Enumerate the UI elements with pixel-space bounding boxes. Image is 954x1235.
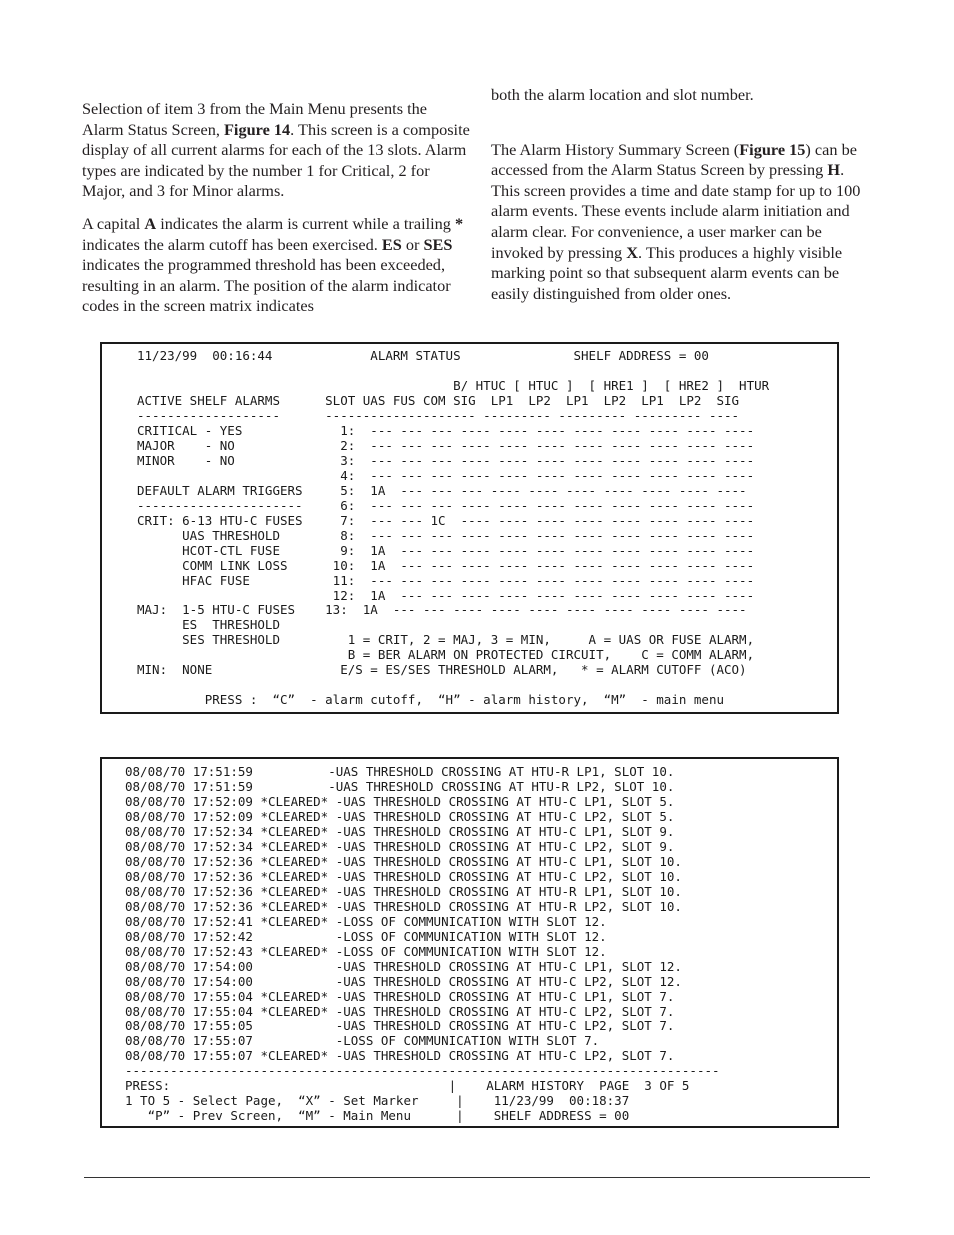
text-run: or: [401, 234, 424, 254]
figure-14-reference: Figure 14: [223, 119, 291, 139]
text-run: . This screen provides a time and date stamp for up to 100 alarm events. These events include alarm initiation and alarm clear. For convenience, a user marker can be invoked by pressing: [491, 160, 861, 262]
alarm-status-description: [82, 99, 470, 202]
alarm-history-screen-figure: [100, 757, 839, 1128]
text-run: Selection of item 3 from the Main Menu presents the Alarm Status Screen,: [82, 99, 427, 139]
bold-term: *: [455, 213, 464, 233]
alarm-status-screen-figure: [100, 342, 839, 714]
text-run: ) can be accessed from the Alarm Status Screen by pressing: [491, 139, 857, 180]
bold-term: ES: [381, 234, 402, 254]
right-text-column: [491, 85, 871, 304]
bold-term: H: [827, 160, 841, 180]
bold-term: A: [144, 213, 157, 233]
alarm-location-continuation: both the alarm location and slot number.: [491, 85, 754, 104]
text-run: . This produces a highly visible marking point so that subsequent alarm events can be easily distinguished from older ones.: [491, 242, 843, 303]
bold-term: X: [626, 242, 638, 262]
bold-term: SES: [423, 234, 453, 254]
figure-15-reference: Figure 15: [739, 139, 806, 159]
footer-rule: [84, 1177, 870, 1178]
alarm-history-screen-text: 08/08/70 17:51:59 -UAS THRESHOLD CROSSING AT HTU-R LP1, SLOT 10. 08/08/70 17:51:59 -UAS THRESHOLD CROSSING AT HTU-R LP2, SLOT 10. 08/08/70 17:52:09 *CLEARED* -UAS THRESHOLD CROSSING AT HTU-C LP1, SLOT 5. 08/08/70 17:52:09 *CLEARED* -UAS THRESHOLD CROSSING AT HTU-C LP2, SLOT 5. 08/08/70 17:52:34 *CLEARED* -UAS THRESHOLD CROSSING AT HTU-C LP1, SLOT 9. 08/08/70 17:52:34 *CLEARED* -UAS THRESHOLD CROSSING AT HTU-C LP2, SLOT 9. 08/08/70 17:52:36 *CLEARED* -UAS THRESHOLD CROSSING AT HTU-C LP1, SLOT 10. 08/08/70 17:52:36 *CLEARED* -UAS THRESHOLD CROSSING AT HTU-C LP2, SLOT 10. 08/08/70 17:52:36 *CLEARED* -UAS THRESHOLD CROSSING AT HTU-R LP1, SLOT 10. 08/08/70 17:52:36 *CLEARED* -UAS THRESHOLD CROSSING AT HTU-R LP2, SLOT 10. 08/08/70 17:52:41 *CLEARED* -LOSS OF COMMUNICATION WITH SLOT 12. 08/08/70 17:52:42 -LOSS OF COMMUNICATION WITH SLOT 12. 08/08/70 17:52:43 *CLEARED* -LOSS OF COMMUNICATION WITH SLOT 12. 08/08/70 17:54:00 -UAS THRESHOLD CROSSING AT HTU-C LP1, SLOT 12. 08/08/70 17:54:00 -UAS THRESHOLD CROSSING AT HTU-C LP2, SLOT 12. 08/08/70 17:55:04 *CLEARED* -UAS THRESHOLD CROSSING AT HTU-C LP1, SLOT 7. 08/08/70 17:55:04 *CLEARED* -UAS THRESHOLD CROSSING AT HTU-C LP2, SLOT 7. 08/08/70 17:55:05 -UAS THRESHOLD CROSSING AT HTU-C LP2, SLOT 7. 08/08/70 17:55:07 -LOSS OF COMMUNICATION WITH SLOT 7. 08/08/70 17:55:07 *CLEARED* -UAS THRESHOLD CROSSING AT HTU-C LP2, SLOT 7. ------------------------------------------------------------------------------- PRESS: | ALARM HISTORY PAGE 3 OF 5 1 TO 5 - Select Page, “X” - Set Marker | 11/23/99 00:18:37 “P” - Prev Screen, “M” - Main Menu | SHELF ADDRESS = 00: [125, 764, 720, 1124]
text-run: . This screen is a composite display of all current alarms for each of the 13 slots. Alarm types are indicated by the number 1 for Critical, 2 for Major, and 3 for Minor alarms.: [82, 119, 470, 201]
text-run: indicates the programmed threshold has been exceeded, resulting in an alarm. The position of the alarm indicator codes in the screen matrix indicates: [82, 255, 451, 316]
text-run: The Alarm History Summary Screen (: [491, 139, 740, 159]
left-text-column: [82, 99, 470, 317]
text-run: indicates the alarm is current while a trailing: [156, 213, 455, 233]
alarm-indicator-description: [82, 214, 470, 317]
alarm-history-description: [491, 140, 871, 305]
text-run: indicates the alarm cutoff has been exercised.: [82, 234, 382, 254]
alarm-status-screen-text: 11/23/99 00:16:44 ALARM STATUS SHELF ADDRESS = 00 B/ HTUC [ HTUC ] [ HRE1 ] [ HRE2 ] HTUR ACTIVE SHELF ALARMS SLOT UAS FUS COM SIG LP1 LP2 LP1 LP2 LP1 LP2 SIG ------------------- -------------------- --------- --------- --------- ---- CRITICAL - YES 1: --- --- --- ---- ---- ---- ---- ---- ---- ---- ---- MAJOR - NO 2: --- --- --- ---- ---- ---- ---- ---- ---- ---- ---- MINOR - NO 3: --- --- --- ---- ---- ---- ---- ---- ---- ---- ---- 4: --- --- --- ---- ---- ---- ---- ---- ---- ---- ---- DEFAULT ALARM TRIGGERS 5: 1A --- --- --- ---- ---- ---- ---- ---- ---- ---- ---------------------- 6: --- --- --- ---- ---- ---- ---- ---- ---- ---- ---- CRIT: 6-13 HTU-C FUSES 7: --- --- 1C ---- ---- ---- ---- ---- ---- ---- ---- UAS THRESHOLD 8: --- --- --- ---- ---- ---- ---- ---- ---- ---- ---- HCOT-CTL FUSE 9: 1A --- --- ---- ---- ---- ---- ---- ---- ---- ---- COMM LINK LOSS 10: 1A --- --- ---- ---- ---- ---- ---- ---- ---- ---- HFAC FUSE 11: --- --- --- ---- ---- ---- ---- ---- ---- ---- ---- 12: 1A --- --- ---- ---- ---- ---- ---- ---- ---- ---- MAJ: 1-5 HTU-C FUSES 13: 1A --- --- ---- ---- ---- ---- ---- ---- ---- ---- ES THRESHOLD SES THRESHOLD 1 = CRIT, 2 = MAJ, 3 = MIN, A = UAS OR FUSE ALARM, B = BER ALARM ON PROTECTED CIRCUIT, C = COMM ALARM, MIN: NONE E/S = ES/SES THRESHOLD ALARM, * = ALARM CUTOFF (ACO) PRESS : “C” - alarm cutoff, “H” - alarm history, “M” - main menu: [137, 348, 770, 708]
text-run: A capital: [82, 213, 145, 233]
